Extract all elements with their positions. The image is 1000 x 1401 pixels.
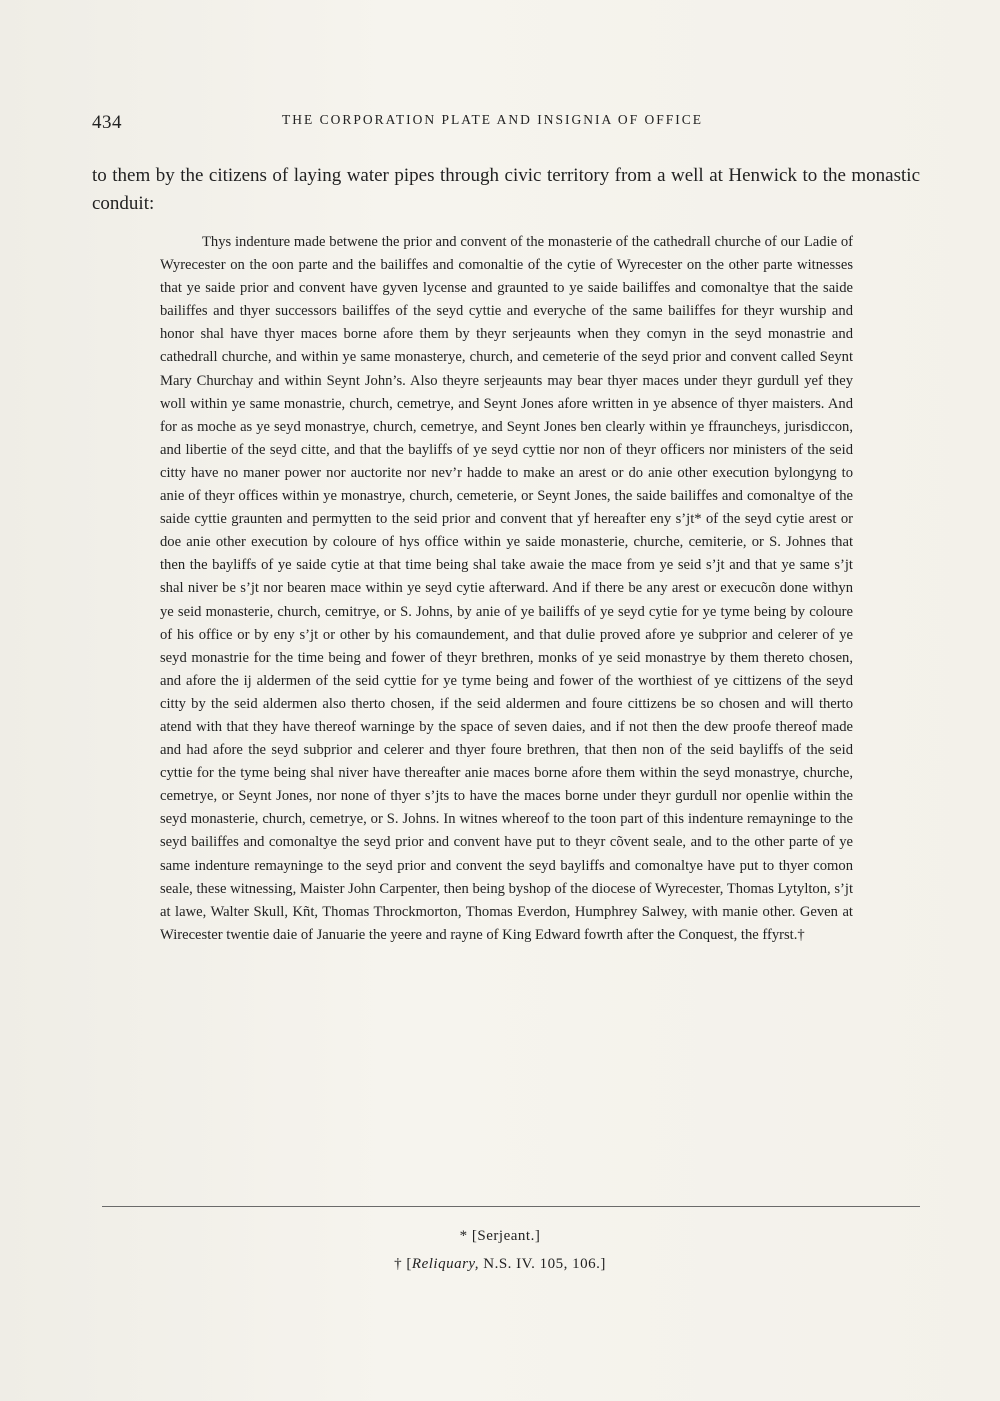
footnote-serjeant: * [Serjeant.] bbox=[459, 1228, 541, 1244]
page-number: 434 bbox=[92, 112, 122, 133]
running-title: THE CORPORATION PLATE AND INSIGNIA OF OFFICE bbox=[282, 112, 704, 127]
footnote-reliquary bbox=[0, 1250, 1000, 1278]
footnote-source-ref: N.S. IV. 105, 106.] bbox=[479, 1256, 606, 1272]
footnote-dagger: † [ bbox=[394, 1256, 412, 1272]
footnotes bbox=[0, 1222, 1000, 1278]
footnote-source-title: Reliquary, bbox=[411, 1256, 479, 1272]
footnote-rule bbox=[102, 1206, 920, 1207]
intro-paragraph: to them by the citizens of laying water pipes through civic territory from a well at Henwick to the monastic conduit: bbox=[92, 165, 920, 214]
page-header bbox=[92, 110, 920, 134]
indenture-quotation: Thys indenture made betwene the prior and convent of the monasterie of the cathedrall churche of our Ladie of Wyrecester on the oon parte and the bailiffes and comonaltie of the cytie of Wyrecester on the other parte witnesses that ye saide prior and convent have gyven lycense and graunted to ye saide bailiffes and comonaltye that the saide bailiffes and thyer successors bailiffes of the seyd cyttie and everyche of the same bailiffes for theyr wurship and honor shal have thyer maces borne afore them by theyr serjeaunts when they comyn in the seyd monastrie and cathedrall churche, and within ye same monasterye, church, and cemeterie of the seyd prior and convent called Seynt Mary Churchay and within Seynt John’s. Also theyre serjeaunts may bear thyer maces under theyr gurdull yef they woll within ye same monastrie, church, cemetrye, and Seynt Jones afore written in ye absence of thyer maisters. And for as moche as ye seyd monastrye, church, cemetrye, and Seynt Jones ben clearly within ye ffrauncheys, jurisdiccon, and libertie of the seyd citte, and that the bayliffs of ye seyd cyttie nor non of theyr officers nor ministers of the seid citty have no maner power nor auctorite nor nev’r hadde to make an arest or do anie other execution bylongyng to anie of theyr offices within ye monastrye, church, cemeterie, or Seynt Jones, the saide bailiffes and comonaltye of the saide cyttie graunten and permytten to the seid prior and convent that yf hereafter eny s’jt* of the seyd cytie arest or doe anie other execution by coloure of hys office within ye saide monasterie, churche, cemiterie, or S. Johnes that then the bayliffs of ye saide cytie at that time being shal take awaie the mace from ye seid s’jt and that ye same s’jt shal niver be s’jt nor bearen mace within ye seyd cytie afterward. And if there be any arest or execucõn done withyn ye seid monasterie, church, cemitrye, or S. Johns, by anie of ye bailiffs of ye seyd cytie for ye tyme being by coloure of his office or by eny s’jt or other by his comaundement, and that dulie proved afore ye subprior and celerer of ye seyd monastrie for the time being and fower of theyr brethren, monks of ye seid monastrye by them thereto chosen, and afore the ij aldermen of the seid cyttie for ye tyme being and fower of the worthiest of ye cittizens of the seyd citty by the seid aldermen also therto chosen, if the seid aldermen and foure cittizens be so chosen and will therto atend with that they have thereof warninge by the space of seven daies, and if not then the dew proofe thereof made and had afore the seyd subprior and celerer and thyer foure brethren, that then non of the seid bayliffs of the seid cyttie for the tyme being shal niver have thereafter anie maces borne afore them within the seyd monastrye, churche, cemetrye, or Seynt Jones, nor none of thyer s’jts to have the maces borne under theyr gurdull nor openlie within the seyd monasterie, church, cemetrye, or S. Johns. In witnes whereof to the toon part of this indenture remayninge to the seyd bailiffes and comonaltye the seyd prior and convent have put to theyr cõvent seale, and to the other parte of ye same indenture remayninge to the seyd prior and convent the seyd bayliffs and comonaltye have put to thyer comon seale, these witnessing, Maister John Carpenter, then being byshop of the diocese of Wyrecester, Thomas Lytylton, s’jt at lawe, Walter Skull, Kñt, Thomas Throckmorton, Thomas Everdon, Humphrey Salwey, with manie other. Geven at Wirecester twentie daie of Januarie the yeere and rayne of King Edward fowrth after the Conquest, the ffyrst.† bbox=[160, 234, 853, 943]
